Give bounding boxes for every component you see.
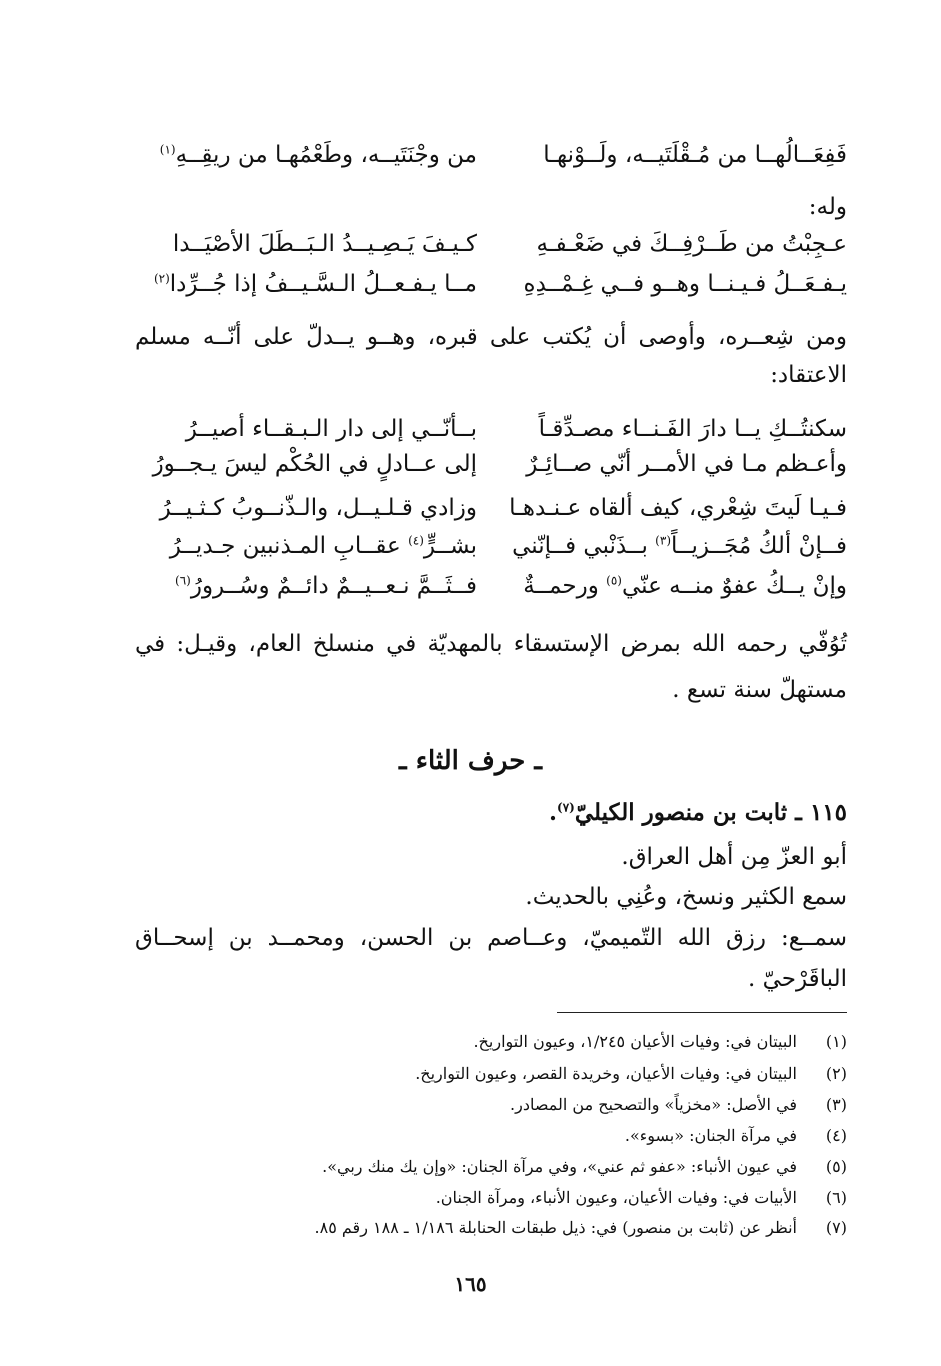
- prose-line: الاعتقاد:: [770, 362, 847, 388]
- footnote: [127, 1122, 847, 1150]
- verse-first-hemistich: وإنْ يــكُ عفوٌ منــه عنّي$^{(٥)}$ ورحمــةٌ: [523, 573, 847, 599]
- verse-second-hemistich: فــثَــمَّ نـعــيــمٌ دائــمٌ وسُــرورُ$^{(٦)}$: [175, 573, 477, 599]
- verse-first-hemistich: عـجِبْتُ من طَــرْفِــكَ في ضَعْـفـهِ: [536, 231, 847, 257]
- footnote-text: الأبيات في: وفيات الأعيان، وعيون الأنباء، ومرآة الجنان.: [435, 1188, 797, 1207]
- footnote: [127, 1028, 847, 1056]
- verse-line: [127, 446, 847, 482]
- footnote-marker: (٦): [175, 573, 191, 588]
- prose-line: تُوُفّي رحمه الله بمرض الإستسقاء بالمهديّة في منسلخ العام، وقيـل: في: [135, 631, 847, 657]
- footnote: [127, 1060, 847, 1088]
- verse-line: [127, 528, 847, 564]
- footnote-text: في عيون الأنباء: «عفو ثم عني»، وفي مرآة الجنان: «وإن يك منك ربي».: [322, 1157, 797, 1176]
- verse-second-hemistich: مــا يـفـعــلُ الـسَّـيــفُ إذا جُــرِّدا$^{(٢)}$: [153, 271, 477, 297]
- footnote-number: (٦): [825, 1188, 847, 1207]
- verse-second-hemistich: كـيـفَ يَـصِـيــدُ الـبَــطَلَ الأصْيَــدا: [172, 231, 477, 257]
- footnote-marker: (٧): [557, 800, 575, 815]
- footnote-separator: [557, 1012, 847, 1013]
- verse-first-hemistich: يـفـعَــلُ فـيـنــا وهــو فــي غِـمْــدِهِ: [523, 271, 847, 297]
- verse-second-hemistich: وزادي قـلـيــل، والـذّنــوبُ كـثـيــرُ: [159, 495, 477, 521]
- verse-second-hemistich: بــأنّــي إلى دار الـبـقــاء أصيــرُ: [185, 416, 477, 442]
- verse-line: [127, 490, 847, 526]
- entry-line: سمــع: رزق الله التّميميّ، وعــاصم بن الحسن، ومحمــد بن إسحــاق: [135, 925, 847, 951]
- prose-line: مستهلّ سنة تسع .: [672, 677, 847, 703]
- verse-second-hemistich: إلى عــادلٍ في الحُكْم ليسَ يـجــورُ: [152, 451, 477, 477]
- verse-first-hemistich: فـيـا لَيتَ شِعْري، كيف ألقاه عـنـدهـا: [509, 495, 847, 521]
- entry-title: ١١٥ ـ ثابت بن منصور الكيليّ$^{(٧)}$.: [548, 799, 847, 826]
- footnote-number: (٧): [825, 1218, 847, 1237]
- verse-second-hemistich: من وجْنَتَيــه، وطَعْمُهـا من ريقِــهِ$^{(١)}$: [159, 142, 477, 168]
- section-heading: ـ حرف الثاء ـ: [399, 746, 542, 776]
- footnote-marker: (١): [159, 142, 176, 157]
- footnote: [127, 1091, 847, 1119]
- verse-line: [127, 137, 847, 173]
- footnote-marker: (٤): [408, 533, 424, 548]
- footnote-number: (٣): [825, 1095, 847, 1114]
- footnote-number: (١): [825, 1032, 847, 1051]
- footnote-text: في مرآة الجنان: «بسوء».: [624, 1126, 797, 1145]
- footnote: [127, 1184, 847, 1212]
- verse-first-hemistich: وأعـظم مـا في الأمــر أنّي صــائِـرٌ: [526, 451, 847, 477]
- verse-line: [127, 568, 847, 604]
- entry-line: الباقَرْحيّ .: [747, 966, 847, 992]
- footnote-number: (٤): [825, 1126, 847, 1145]
- footnote-marker: (٥): [606, 573, 622, 588]
- verse-first-hemistich: سكنتُــكِ يــا دارَ الفَـنــاء مصـدِّقـاً: [538, 416, 847, 442]
- footnote: [127, 1214, 847, 1242]
- verse-first-hemistich: فــإنْ ألكُ مُجَــزيــاً$^{(٣)}$ بــذَنْبي فــإنّني: [512, 533, 847, 559]
- footnote-text: البيتان في: وفيات الأعيان ١/٢٤٥، وعيون التواريخ.: [473, 1032, 797, 1051]
- page-number: ١٦٥: [454, 1272, 487, 1296]
- verse-line: [127, 266, 847, 302]
- entry-line: أبو العزّ مِن أهل العراق.: [621, 844, 847, 870]
- footnote: [127, 1153, 847, 1181]
- footnote-text: البيتان في: وفيات الأعيان، وخريدة القصر، وعيون التواريخ.: [415, 1064, 797, 1083]
- intro-text: وله:: [808, 194, 847, 220]
- footnote-marker: (٣): [655, 533, 671, 548]
- verse-line: [127, 226, 847, 262]
- verse-second-hemistich: بشــرٍّ$^{(٤)}$ عقــابِ المـذنبين جـديــرُ: [169, 533, 477, 559]
- footnote-marker: (٢): [153, 271, 170, 286]
- footnote-text: في الأصل: «مخزياً» والتصحيح من المصادر.: [510, 1095, 797, 1114]
- verse-first-hemistich: فَفِعَــالُهــا من مُـقْلَتَيــه، ولَــوْنهـا: [543, 142, 847, 168]
- prose-line: ومن شِعــره، وأوصى أن يُكتب على قبره، وهــو يــدلّ على أنّــه مسلم: [135, 324, 847, 350]
- footnote-number: (٥): [825, 1157, 847, 1176]
- footnote-text: أنظر عن (ثابت بن منصور) في: ذيل طبقات الحنابلة ١/١٨٦ ـ ١٨٨ رقم ٨٥.: [314, 1218, 797, 1237]
- verse-line: [127, 411, 847, 447]
- footnote-number: (٢): [825, 1064, 847, 1083]
- entry-line: سمع الكثير ونسخ، وعُنِي بالحديث.: [525, 884, 847, 910]
